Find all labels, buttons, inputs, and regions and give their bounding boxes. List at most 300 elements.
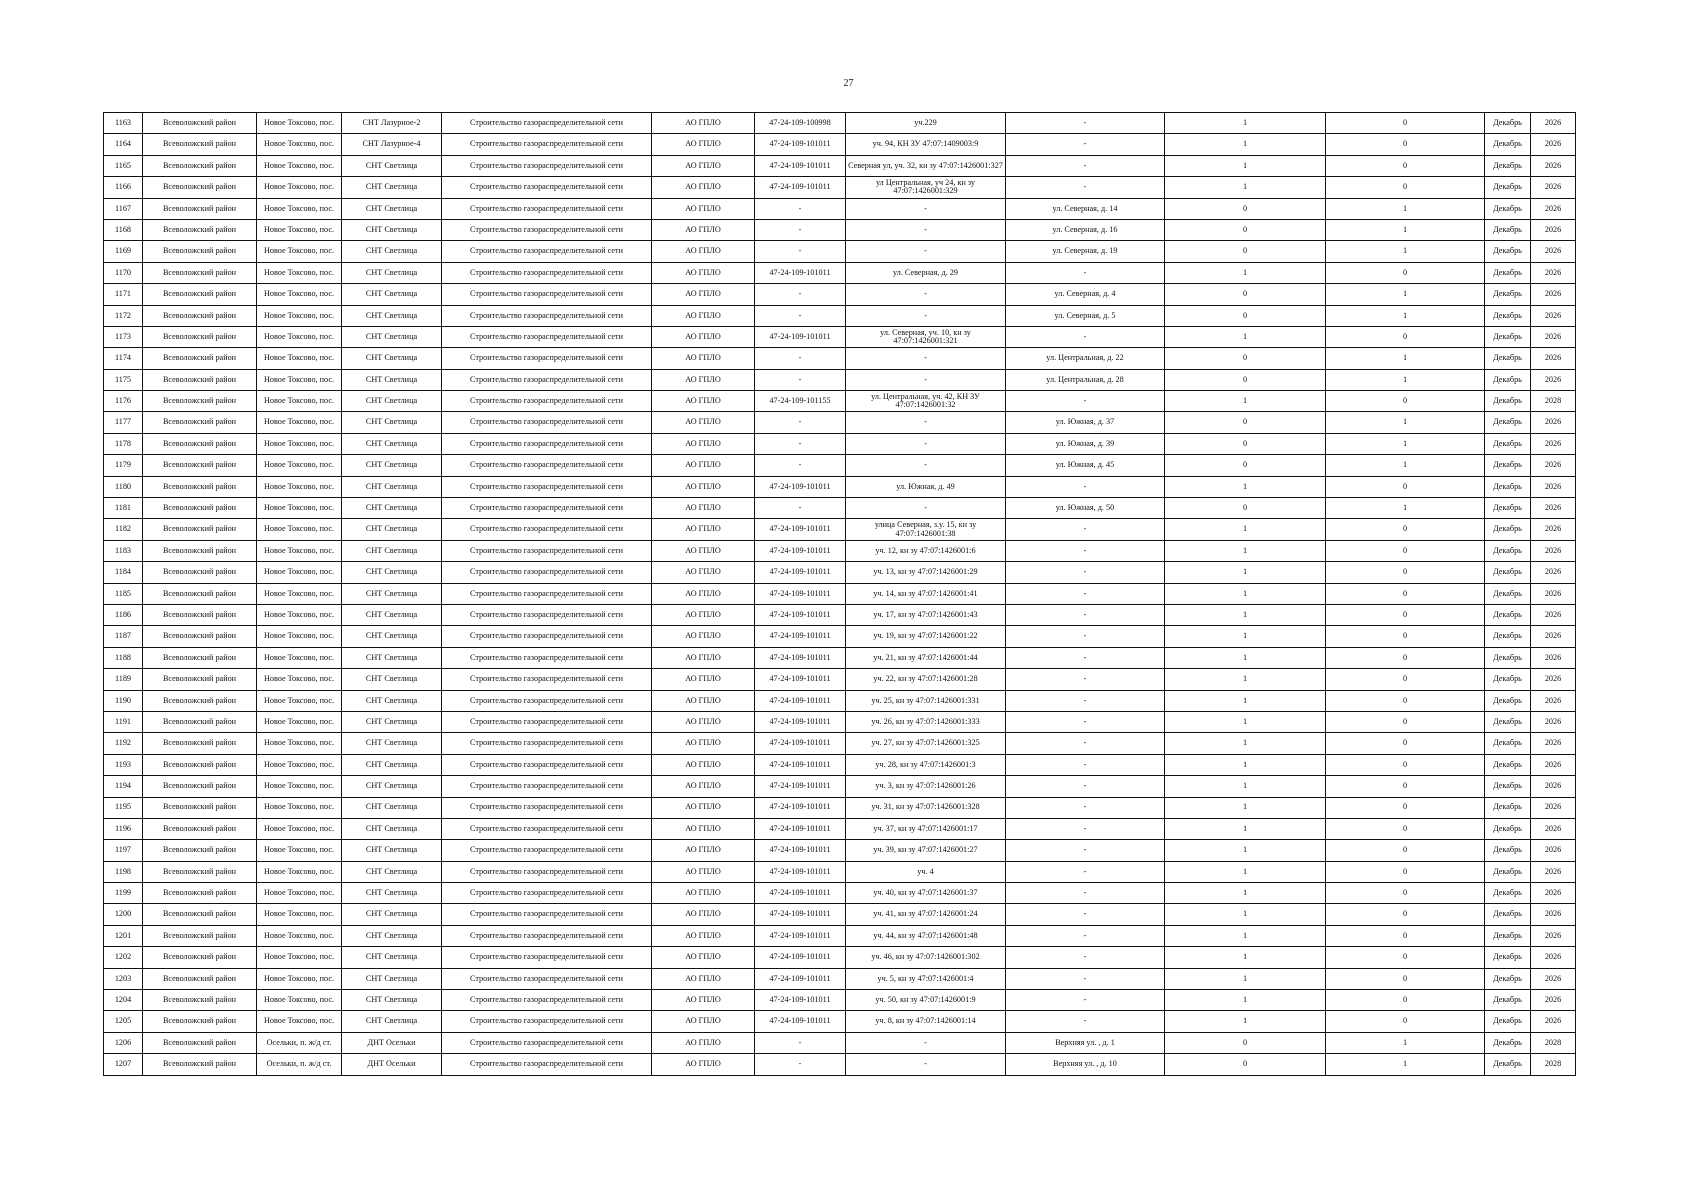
cell-count-a: 1 <box>1165 711 1326 732</box>
cell-organization: АО ГПЛО <box>652 1054 755 1075</box>
cell-cadastral-plot: - <box>846 219 1006 240</box>
cell-partnership: СНТ Светлица <box>342 797 442 818</box>
cell-year: 2026 <box>1531 498 1576 519</box>
cell-month: Декабрь <box>1485 733 1531 754</box>
cell-organization: АО ГПЛО <box>652 1032 755 1053</box>
cell-program-code: - <box>755 305 846 326</box>
cell-work-type: Строительство газораспределительной сети <box>442 1054 652 1075</box>
cell-count-b: 0 <box>1326 326 1485 347</box>
cell-work-type: Строительство газораспределительной сети <box>442 604 652 625</box>
cell-organization: АО ГПЛО <box>652 904 755 925</box>
cell-count-b: 0 <box>1326 562 1485 583</box>
cell-year: 2026 <box>1531 433 1576 454</box>
cell-row-number: 1198 <box>104 861 143 882</box>
cell-organization: АО ГПЛО <box>652 583 755 604</box>
cell-year: 2026 <box>1531 840 1576 861</box>
cell-count-a: 1 <box>1165 391 1326 412</box>
cell-program-code: - <box>755 498 846 519</box>
cell-program-code: 47-24-109-101011 <box>755 476 846 497</box>
cell-count-a: 1 <box>1165 647 1326 668</box>
cell-organization: АО ГПЛО <box>652 540 755 561</box>
cell-row-number: 1175 <box>104 369 143 390</box>
cell-settlement: Новое Токсово, пос. <box>257 177 342 198</box>
table-row <box>104 647 1576 668</box>
cell-work-type: Строительство газораспределительной сети <box>442 219 652 240</box>
cell-count-a: 1 <box>1165 262 1326 283</box>
cell-district: Всеволожский район <box>143 818 257 839</box>
cell-count-b: 1 <box>1326 455 1485 476</box>
cell-cadastral-plot: Северная ул, уч. 32, кн зу 47:07:1426001:327 <box>846 155 1006 176</box>
cell-cadastral-plot: - <box>846 348 1006 369</box>
table-row <box>104 498 1576 519</box>
cell-address: - <box>1006 1011 1165 1032</box>
cell-address: - <box>1006 604 1165 625</box>
cell-count-a: 1 <box>1165 797 1326 818</box>
cell-partnership: СНТ Светлица <box>342 348 442 369</box>
table-row <box>104 669 1576 690</box>
cell-count-a: 0 <box>1165 284 1326 305</box>
cell-work-type: Строительство газораспределительной сети <box>442 818 652 839</box>
cell-row-number: 1164 <box>104 134 143 155</box>
cell-organization: АО ГПЛО <box>652 348 755 369</box>
table-row <box>104 113 1576 134</box>
cell-row-number: 1171 <box>104 284 143 305</box>
cell-organization: АО ГПЛО <box>652 647 755 668</box>
cell-settlement: Новое Токсово, пос. <box>257 391 342 412</box>
cell-work-type: Строительство газораспределительной сети <box>442 711 652 732</box>
cell-year: 2026 <box>1531 690 1576 711</box>
cell-program-code: 47-24-109-101011 <box>755 690 846 711</box>
table-row <box>104 776 1576 797</box>
cell-organization: АО ГПЛО <box>652 262 755 283</box>
cell-cadastral-plot: уч. 5, кн зу 47:07:1426001:4 <box>846 968 1006 989</box>
cell-month: Декабрь <box>1485 562 1531 583</box>
cell-program-code: 47-24-109-101011 <box>755 840 846 861</box>
cell-address: - <box>1006 733 1165 754</box>
table-row <box>104 733 1576 754</box>
cell-organization: АО ГПЛО <box>652 861 755 882</box>
cell-cadastral-plot: ул. Северная, уч. 10, кн зу 47:07:1426001:321 <box>846 326 1006 347</box>
cell-count-b: 0 <box>1326 583 1485 604</box>
cell-row-number: 1182 <box>104 519 143 540</box>
cell-count-b: 1 <box>1326 348 1485 369</box>
cell-work-type: Строительство газораспределительной сети <box>442 669 652 690</box>
cell-count-a: 1 <box>1165 776 1326 797</box>
cell-year: 2026 <box>1531 155 1576 176</box>
cell-cadastral-plot: уч. 39, кн зу 47:07:1426001:27 <box>846 840 1006 861</box>
cell-program-code: 47-24-109-101011 <box>755 861 846 882</box>
cell-cadastral-plot: уч. 40, кн зу 47:07:1426001:37 <box>846 883 1006 904</box>
cell-month: Декабрь <box>1485 326 1531 347</box>
cell-cadastral-plot: - <box>846 241 1006 262</box>
cell-count-a: 1 <box>1165 904 1326 925</box>
cell-organization: АО ГПЛО <box>652 476 755 497</box>
cell-work-type: Строительство газораспределительной сети <box>442 647 652 668</box>
cell-district: Всеволожский район <box>143 262 257 283</box>
cell-settlement: Новое Токсово, пос. <box>257 947 342 968</box>
cell-organization: АО ГПЛО <box>652 818 755 839</box>
cell-count-b: 0 <box>1326 818 1485 839</box>
cell-settlement: Новое Токсово, пос. <box>257 198 342 219</box>
cell-district: Всеволожский район <box>143 647 257 668</box>
cell-address: - <box>1006 990 1165 1011</box>
cell-address: ул. Южная, д. 50 <box>1006 498 1165 519</box>
cell-address: - <box>1006 754 1165 775</box>
table-row <box>104 198 1576 219</box>
cell-count-b: 1 <box>1326 305 1485 326</box>
cell-work-type: Строительство газораспределительной сети <box>442 583 652 604</box>
cell-organization: АО ГПЛО <box>652 519 755 540</box>
cell-count-b: 0 <box>1326 797 1485 818</box>
cell-work-type: Строительство газораспределительной сети <box>442 1011 652 1032</box>
cell-address: - <box>1006 840 1165 861</box>
cell-work-type: Строительство газораспределительной сети <box>442 198 652 219</box>
cell-settlement: Новое Токсово, пос. <box>257 647 342 668</box>
cell-settlement: Новое Токсово, пос. <box>257 241 342 262</box>
cell-month: Декабрь <box>1485 797 1531 818</box>
cell-work-type: Строительство газораспределительной сети <box>442 904 652 925</box>
cell-cadastral-plot: ул. Северная, д. 29 <box>846 262 1006 283</box>
cell-cadastral-plot: - <box>846 305 1006 326</box>
cell-month: Декабрь <box>1485 348 1531 369</box>
cell-partnership: СНТ Светлица <box>342 219 442 240</box>
cell-count-b: 0 <box>1326 947 1485 968</box>
cell-partnership: СНТ Светлица <box>342 711 442 732</box>
cell-count-a: 1 <box>1165 861 1326 882</box>
cell-settlement: Новое Токсово, пос. <box>257 626 342 647</box>
cell-count-b: 1 <box>1326 219 1485 240</box>
cell-month: Декабрь <box>1485 968 1531 989</box>
cell-address: Верхняя ул. , д. 1 <box>1006 1032 1165 1053</box>
cell-row-number: 1170 <box>104 262 143 283</box>
cell-address: Верхняя ул. , д. 10 <box>1006 1054 1165 1075</box>
cell-year: 2026 <box>1531 412 1576 433</box>
cell-year: 2026 <box>1531 113 1576 134</box>
cell-row-number: 1163 <box>104 113 143 134</box>
cell-program-code: 47-24-109-101155 <box>755 391 846 412</box>
cell-settlement: Новое Токсово, пос. <box>257 562 342 583</box>
cell-year: 2026 <box>1531 583 1576 604</box>
cell-count-a: 0 <box>1165 412 1326 433</box>
cell-month: Декабрь <box>1485 583 1531 604</box>
cell-month: Декабрь <box>1485 412 1531 433</box>
cell-organization: АО ГПЛО <box>652 455 755 476</box>
cell-address: - <box>1006 669 1165 690</box>
cell-cadastral-plot: уч. 19, кн зу 47:07:1426001:22 <box>846 626 1006 647</box>
cell-program-code: 47-24-109-101011 <box>755 925 846 946</box>
cell-work-type: Строительство газораспределительной сети <box>442 776 652 797</box>
cell-address: ул. Южная, д. 37 <box>1006 412 1165 433</box>
cell-partnership: СНТ Светлица <box>342 519 442 540</box>
cell-district: Всеволожский район <box>143 904 257 925</box>
cell-count-b: 1 <box>1326 198 1485 219</box>
cell-count-a: 0 <box>1165 198 1326 219</box>
cell-month: Декабрь <box>1485 113 1531 134</box>
cell-district: Всеволожский район <box>143 925 257 946</box>
cell-organization: АО ГПЛО <box>652 562 755 583</box>
cell-cadastral-plot: - <box>846 498 1006 519</box>
cell-district: Всеволожский район <box>143 690 257 711</box>
cell-count-b: 1 <box>1326 498 1485 519</box>
cell-settlement: Новое Токсово, пос. <box>257 818 342 839</box>
cell-organization: АО ГПЛО <box>652 840 755 861</box>
cell-count-a: 1 <box>1165 669 1326 690</box>
cell-work-type: Строительство газораспределительной сети <box>442 519 652 540</box>
cell-settlement: Новое Токсово, пос. <box>257 498 342 519</box>
cell-year: 2026 <box>1531 262 1576 283</box>
cell-partnership: СНТ Лазурное-4 <box>342 134 442 155</box>
table-row <box>104 1054 1576 1075</box>
cell-count-b: 0 <box>1326 519 1485 540</box>
cell-district: Всеволожский район <box>143 284 257 305</box>
cell-work-type: Строительство газораспределительной сети <box>442 540 652 561</box>
cell-cadastral-plot: уч. 12, кн зу 47:07:1426001:6 <box>846 540 1006 561</box>
cell-organization: АО ГПЛО <box>652 284 755 305</box>
cell-organization: АО ГПЛО <box>652 797 755 818</box>
cell-partnership: СНТ Светлица <box>342 776 442 797</box>
cell-settlement: Новое Токсово, пос. <box>257 433 342 454</box>
cell-work-type: Строительство газораспределительной сети <box>442 968 652 989</box>
cell-count-a: 1 <box>1165 626 1326 647</box>
cell-month: Декабрь <box>1485 198 1531 219</box>
cell-partnership: СНТ Светлица <box>342 455 442 476</box>
cell-district: Всеволожский район <box>143 776 257 797</box>
cell-count-b: 0 <box>1326 840 1485 861</box>
cell-row-number: 1180 <box>104 476 143 497</box>
table-row <box>104 177 1576 198</box>
cell-month: Декабрь <box>1485 519 1531 540</box>
cell-organization: АО ГПЛО <box>652 754 755 775</box>
cell-organization: АО ГПЛО <box>652 626 755 647</box>
cell-district: Всеволожский район <box>143 562 257 583</box>
cell-count-a: 1 <box>1165 947 1326 968</box>
table-row <box>104 455 1576 476</box>
table-row <box>104 540 1576 561</box>
cell-partnership: ДНТ Осельки <box>342 1054 442 1075</box>
cell-year: 2026 <box>1531 519 1576 540</box>
table-row <box>104 690 1576 711</box>
cell-address: - <box>1006 155 1165 176</box>
cell-partnership: СНТ Светлица <box>342 947 442 968</box>
cell-month: Декабрь <box>1485 669 1531 690</box>
cell-count-a: 1 <box>1165 519 1326 540</box>
cell-row-number: 1202 <box>104 947 143 968</box>
cell-year: 2026 <box>1531 754 1576 775</box>
cell-count-a: 1 <box>1165 690 1326 711</box>
cell-count-b: 0 <box>1326 968 1485 989</box>
cell-program-code: 47-24-109-101011 <box>755 711 846 732</box>
cell-month: Декабрь <box>1485 925 1531 946</box>
cell-address: ул. Северная, д. 19 <box>1006 241 1165 262</box>
cell-count-b: 0 <box>1326 113 1485 134</box>
table-row <box>104 219 1576 240</box>
table-row <box>104 1011 1576 1032</box>
cell-work-type: Строительство газораспределительной сети <box>442 177 652 198</box>
cell-count-b: 0 <box>1326 669 1485 690</box>
cell-district: Всеволожский район <box>143 348 257 369</box>
cell-organization: АО ГПЛО <box>652 134 755 155</box>
cell-count-a: 0 <box>1165 498 1326 519</box>
table-row <box>104 604 1576 625</box>
cell-organization: АО ГПЛО <box>652 925 755 946</box>
cell-district: Всеволожский район <box>143 733 257 754</box>
cell-month: Декабрь <box>1485 455 1531 476</box>
cell-district: Всеволожский район <box>143 883 257 904</box>
cell-month: Декабрь <box>1485 690 1531 711</box>
cell-district: Всеволожский район <box>143 391 257 412</box>
cell-organization: АО ГПЛО <box>652 177 755 198</box>
cell-partnership: ДНТ Осельки <box>342 1032 442 1053</box>
cell-count-a: 1 <box>1165 540 1326 561</box>
cell-cadastral-plot: уч. 13, кн зу 47:07:1426001:29 <box>846 562 1006 583</box>
cell-row-number: 1193 <box>104 754 143 775</box>
cell-district: Всеволожский район <box>143 498 257 519</box>
cell-month: Декабрь <box>1485 241 1531 262</box>
cell-month: Декабрь <box>1485 647 1531 668</box>
cell-count-a: 1 <box>1165 968 1326 989</box>
cell-count-b: 0 <box>1326 861 1485 882</box>
cell-year: 2026 <box>1531 797 1576 818</box>
cell-program-code: 47-24-109-101011 <box>755 990 846 1011</box>
cell-year: 2026 <box>1531 818 1576 839</box>
cell-program-code: 47-24-109-101011 <box>755 904 846 925</box>
cell-row-number: 1172 <box>104 305 143 326</box>
cell-count-b: 0 <box>1326 883 1485 904</box>
table-row <box>104 305 1576 326</box>
cell-year: 2026 <box>1531 925 1576 946</box>
cell-cadastral-plot: ул Центральная, уч 24, кн зу 47:07:1426001:329 <box>846 177 1006 198</box>
cell-cadastral-plot: уч. 27, кн зу 47:07:1426001:325 <box>846 733 1006 754</box>
cell-cadastral-plot: уч. 14, кн зу 47:07:1426001:41 <box>846 583 1006 604</box>
cell-program-code: 47-24-109-101011 <box>755 134 846 155</box>
cell-district: Всеволожский район <box>143 476 257 497</box>
table-row <box>104 476 1576 497</box>
cell-organization: АО ГПЛО <box>652 968 755 989</box>
cell-district: Всеволожский район <box>143 519 257 540</box>
cell-settlement: Осельки, п. ж/д ст. <box>257 1054 342 1075</box>
cell-settlement: Новое Токсово, пос. <box>257 326 342 347</box>
cell-work-type: Строительство газораспределительной сети <box>442 326 652 347</box>
cell-organization: АО ГПЛО <box>652 733 755 754</box>
cell-count-a: 1 <box>1165 155 1326 176</box>
cell-count-b: 0 <box>1326 540 1485 561</box>
table-row <box>104 861 1576 882</box>
table-row <box>104 241 1576 262</box>
cell-work-type: Строительство газораспределительной сети <box>442 155 652 176</box>
cell-work-type: Строительство газораспределительной сети <box>442 241 652 262</box>
cell-settlement: Новое Токсово, пос. <box>257 369 342 390</box>
cell-work-type: Строительство газораспределительной сети <box>442 134 652 155</box>
table-row <box>104 369 1576 390</box>
page-number: 27 <box>843 78 854 89</box>
cell-district: Всеволожский район <box>143 305 257 326</box>
cell-partnership: СНТ Светлица <box>342 604 442 625</box>
cell-address: - <box>1006 177 1165 198</box>
table-row <box>104 968 1576 989</box>
table-row <box>104 883 1576 904</box>
cell-partnership: СНТ Светлица <box>342 412 442 433</box>
cell-cadastral-plot: уч. 94, КН ЗУ 47:07:1409003:9 <box>846 134 1006 155</box>
cell-row-number: 1197 <box>104 840 143 861</box>
cell-month: Декабрь <box>1485 883 1531 904</box>
cell-row-number: 1190 <box>104 690 143 711</box>
cell-year: 2026 <box>1531 990 1576 1011</box>
cell-count-b: 0 <box>1326 690 1485 711</box>
table-row <box>104 711 1576 732</box>
cell-organization: АО ГПЛО <box>652 604 755 625</box>
cell-organization: АО ГПЛО <box>652 690 755 711</box>
cell-row-number: 1205 <box>104 1011 143 1032</box>
cell-row-number: 1178 <box>104 433 143 454</box>
cell-month: Декабрь <box>1485 476 1531 497</box>
cell-partnership: СНТ Светлица <box>342 904 442 925</box>
cell-row-number: 1201 <box>104 925 143 946</box>
cell-program-code: 47-24-109-101011 <box>755 647 846 668</box>
cell-partnership: СНТ Светлица <box>342 262 442 283</box>
cell-count-a: 1 <box>1165 583 1326 604</box>
cell-count-a: 1 <box>1165 925 1326 946</box>
table-row <box>104 904 1576 925</box>
cell-row-number: 1199 <box>104 883 143 904</box>
cell-organization: АО ГПЛО <box>652 711 755 732</box>
cell-row-number: 1165 <box>104 155 143 176</box>
cell-count-a: 1 <box>1165 990 1326 1011</box>
cell-work-type: Строительство газораспределительной сети <box>442 690 652 711</box>
cell-program-code: 47-24-109-101011 <box>755 947 846 968</box>
cell-row-number: 1169 <box>104 241 143 262</box>
cell-work-type: Строительство газораспределительной сети <box>442 990 652 1011</box>
cell-row-number: 1195 <box>104 797 143 818</box>
table-row <box>104 925 1576 946</box>
cell-year: 2026 <box>1531 861 1576 882</box>
cell-row-number: 1194 <box>104 776 143 797</box>
cell-district: Всеволожский район <box>143 990 257 1011</box>
cell-address: - <box>1006 711 1165 732</box>
cell-count-a: 1 <box>1165 177 1326 198</box>
cell-program-code: 47-24-109-101011 <box>755 733 846 754</box>
cell-address: ул. Центральная, д. 28 <box>1006 369 1165 390</box>
cell-cadastral-plot: уч. 41, кн зу 47:07:1426001:24 <box>846 904 1006 925</box>
cell-year: 2028 <box>1531 1032 1576 1053</box>
cell-program-code: - <box>755 369 846 390</box>
cell-program-code: 47-24-109-100998 <box>755 113 846 134</box>
cell-address: ул. Северная, д. 4 <box>1006 284 1165 305</box>
cell-cadastral-plot: - <box>846 1032 1006 1053</box>
cell-partnership: СНТ Светлица <box>342 626 442 647</box>
cell-program-code: 47-24-109-101011 <box>755 562 846 583</box>
cell-settlement: Новое Токсово, пос. <box>257 134 342 155</box>
cell-district: Всеволожский район <box>143 455 257 476</box>
cell-row-number: 1167 <box>104 198 143 219</box>
table-row <box>104 348 1576 369</box>
cell-address: - <box>1006 476 1165 497</box>
cell-year: 2026 <box>1531 219 1576 240</box>
cell-work-type: Строительство газораспределительной сети <box>442 498 652 519</box>
cell-count-a: 1 <box>1165 883 1326 904</box>
cell-settlement: Новое Токсово, пос. <box>257 476 342 497</box>
cell-cadastral-plot: - <box>846 369 1006 390</box>
cell-program-code: 47-24-109-101011 <box>755 626 846 647</box>
cell-count-a: 0 <box>1165 241 1326 262</box>
cell-district: Всеволожский район <box>143 198 257 219</box>
cell-district: Всеволожский район <box>143 1032 257 1053</box>
cell-address: ул. Северная, д. 14 <box>1006 198 1165 219</box>
cell-work-type: Строительство газораспределительной сети <box>442 348 652 369</box>
cell-count-a: 0 <box>1165 433 1326 454</box>
cell-address: ул. Центральная, д. 22 <box>1006 348 1165 369</box>
cell-count-b: 1 <box>1326 1054 1485 1075</box>
cell-settlement: Новое Токсово, пос. <box>257 840 342 861</box>
